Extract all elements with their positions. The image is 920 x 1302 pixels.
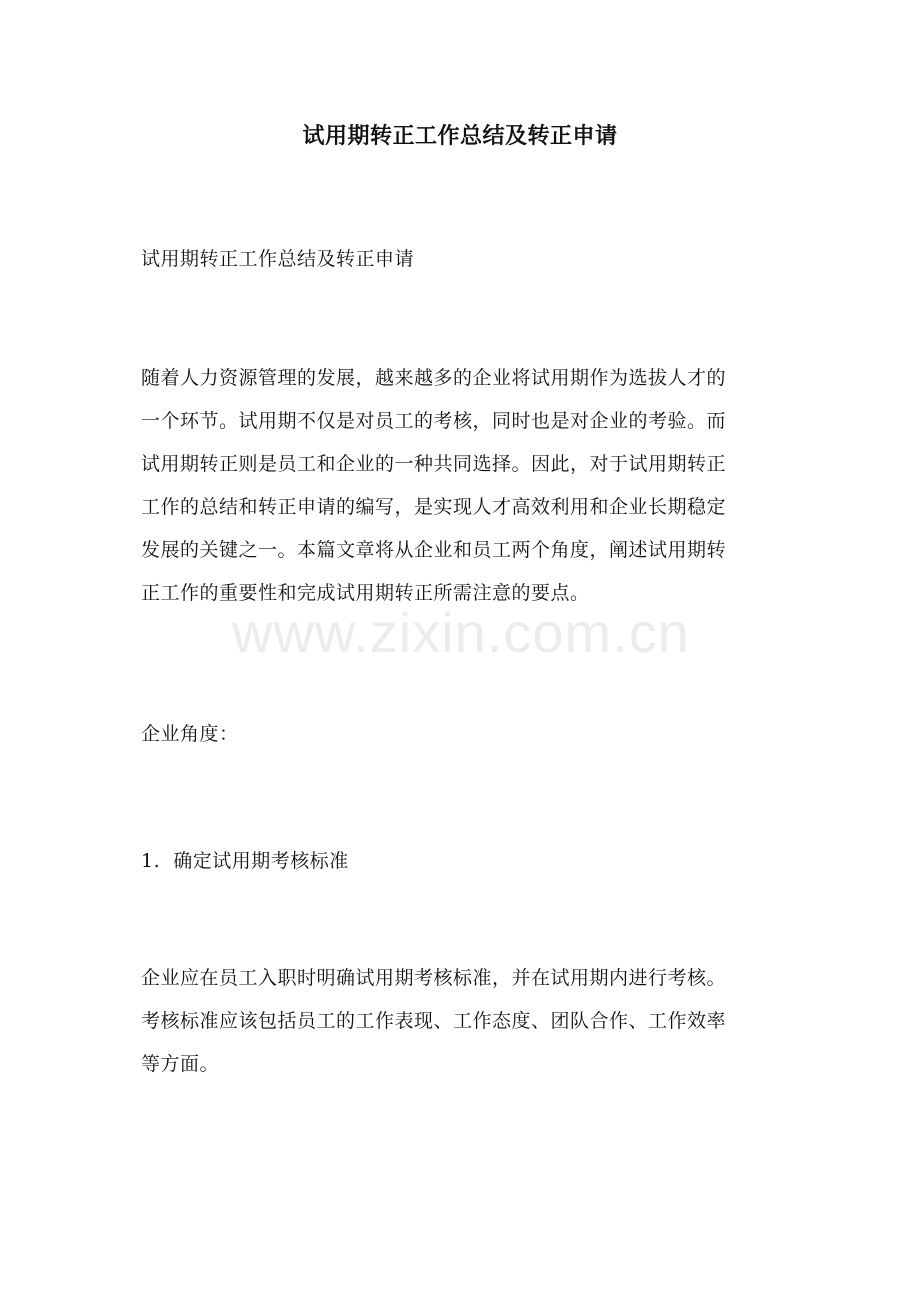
item-line: 企业应在员工入职时明确试用期考核标准，并在试用期内进行考核。	[141, 967, 727, 989]
watermark-text: www.zixin.com.cn	[232, 601, 690, 664]
document-title: 试用期转正工作总结及转正申请	[302, 123, 618, 149]
intro-line: 随着人力资源管理的发展，越来越多的企业将试用期作为选拔人才的	[141, 367, 727, 389]
item-paragraph	[141, 957, 801, 1086]
intro-line: 发展的关键之一。本篇文章将从企业和员工两个角度，阐述试用期转	[141, 539, 727, 561]
section-heading: 企业角度：	[141, 723, 239, 745]
document-subtitle: 试用期转正工作总结及转正申请	[141, 248, 415, 270]
item-line: 等方面。	[141, 1053, 220, 1075]
intro-paragraph	[141, 357, 801, 615]
intro-line: 正工作的重要性和完成试用期转正所需注意的要点。	[141, 582, 590, 604]
intro-line: 一个环节。试用期不仅是对员工的考核，同时也是对企业的考验。而	[141, 410, 727, 432]
item-line: 考核标准应该包括员工的工作表现、工作态度、团队合作、工作效率	[141, 1010, 727, 1032]
intro-line: 试用期转正则是员工和企业的一种共同选择。因此，对于试用期转正	[141, 453, 727, 475]
intro-line: 工作的总结和转正申请的编写，是实现人才高效利用和企业长期稳定	[141, 496, 727, 518]
item-heading: 1. 确定试用期考核标准	[141, 850, 349, 872]
